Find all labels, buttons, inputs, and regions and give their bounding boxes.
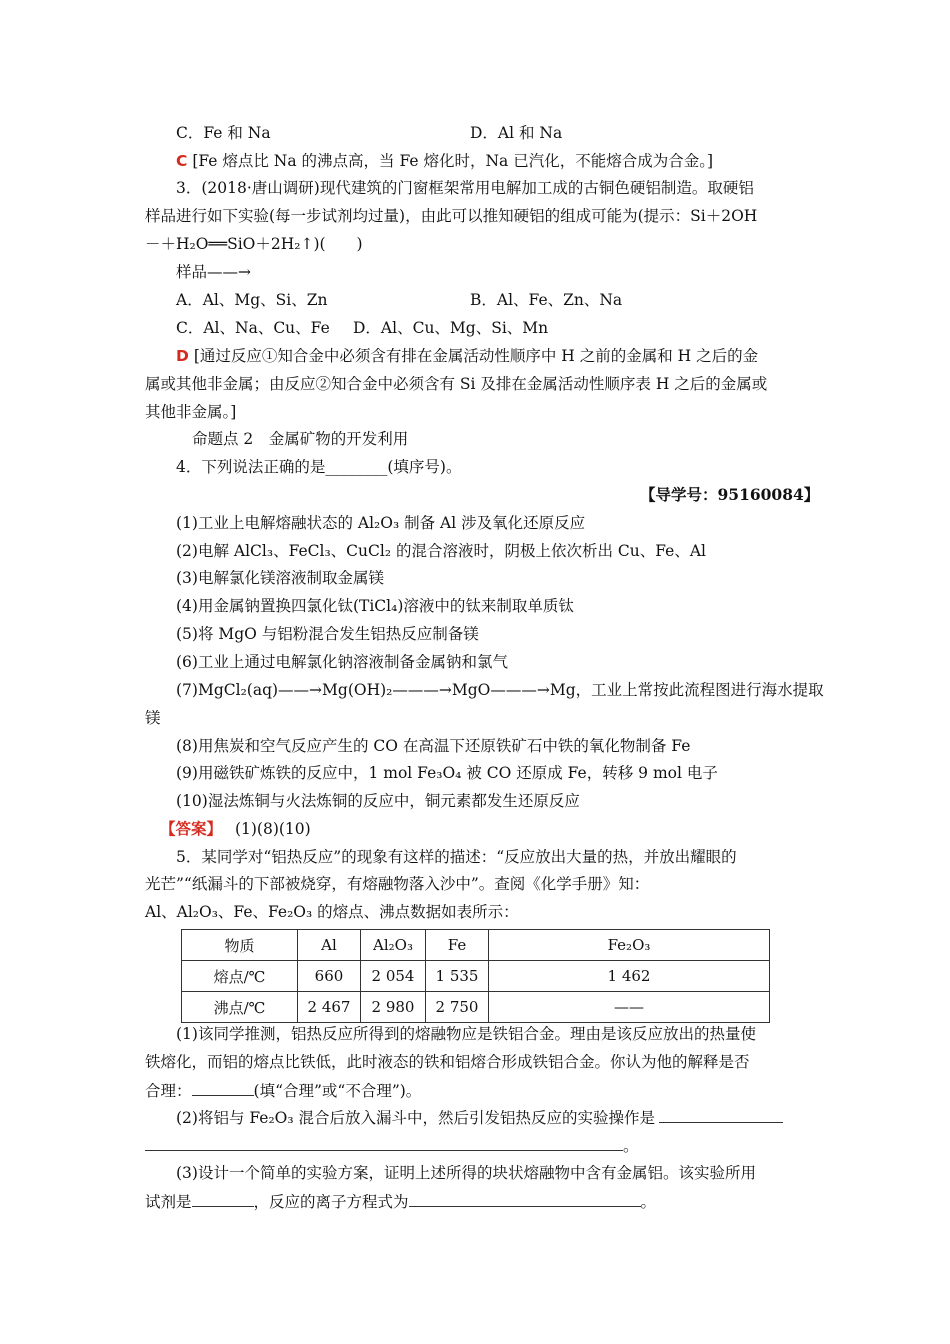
- q4-item-5: (5)将 MgO 与铝粉混合发生铝热反应制备镁: [176, 625, 479, 643]
- q2-answer-letter: C: [176, 152, 188, 170]
- q5-part1-prefix: 合理：: [145, 1082, 192, 1100]
- q3-answer-letter: D: [176, 347, 189, 365]
- table-row: [182, 992, 770, 1023]
- q4-item-7: (7)MgCl₂(aq)——→Mg(OH)₂———→MgO———→Mg，工业上常按此流程图进行海水提取: [176, 681, 824, 699]
- q4-item-10: (10)湿法炼铜与火法炼铜的反应中，铜元素都发生还原反应: [176, 792, 580, 810]
- table-cell: 2 467: [298, 992, 361, 1023]
- table-header-cell: Fe: [426, 930, 489, 961]
- q2-answer: [176, 151, 713, 171]
- q3-explanation-line-1: [通过反应①知合金中必须含有排在金属活动性顺序中 H 之前的金属和 H 之后的金: [193, 347, 759, 365]
- q5-part2-end: 。: [623, 1137, 639, 1155]
- answer-blank[interactable]: [659, 1107, 783, 1123]
- table-header-cell: Al: [298, 930, 361, 961]
- q3-line-1: 3．(2018·唐山调研)现代建筑的门窗框架常用电解加工成的古铜色硬铝制造。取硬铝: [176, 179, 754, 197]
- answer-blank[interactable]: [192, 1080, 254, 1096]
- q3-flow: 样品——→: [176, 263, 251, 281]
- q3-line-3: －＋H₂O══SiO＋2H₂↑)( ): [145, 235, 363, 253]
- q4-guide-number: 【导学号：95160084】: [640, 485, 820, 504]
- q5-part1-line-1: (1)该同学推测，铝热反应所得到的熔融物应是铁铝合金。理由是该反应放出的热量使: [176, 1025, 756, 1043]
- answer-blank[interactable]: [145, 1135, 623, 1151]
- q4-item-6: (6)工业上通过电解氯化钠溶液制备金属钠和氯气: [176, 653, 508, 671]
- properties-table: [181, 929, 770, 1023]
- q4-stem: 4．下列说法正确的是________(填序号)。: [176, 458, 462, 476]
- q5-part2-line-2: [145, 1135, 639, 1156]
- table-cell: 2 750: [426, 992, 489, 1023]
- q5-part1-line-3: [145, 1080, 421, 1101]
- q4-item-9: (9)用磁铁矿炼铁的反应中，1 mol Fe₃O₄ 被 CO 还原成 Fe，转移 9 mol 电子: [176, 764, 718, 782]
- q3-option-a: A．Al、Mg、Si、Zn: [176, 291, 328, 309]
- q4-item-4: (4)用金属钠置换四氯化钛(TiCl₄)溶液中的钛来制取单质钛: [176, 597, 574, 615]
- q5-part2-text: (2)将铝与 Fe₂O₃ 混合后放入漏斗中，然后引发铝热反应的实验操作是: [176, 1109, 656, 1127]
- table-header-cell: Fe₂O₃: [489, 930, 770, 961]
- q4-answer-value: (1)(8)(10): [234, 820, 311, 838]
- q5-part3-end: 。: [640, 1193, 657, 1211]
- q4-item-8: (8)用焦炭和空气反应产生的 CO 在高温下还原铁矿石中铁的氧化物制备 Fe: [176, 737, 691, 755]
- q3-option-b: B．Al、Fe、Zn、Na: [470, 291, 623, 309]
- q4-item-2: (2)电解 AlCl₃、FeCl₃、CuCl₂ 的混合溶液时，阴极上依次析出 Cu、Fe、Al: [176, 542, 706, 560]
- table-cell: 1 535: [426, 961, 489, 992]
- q5-line-1: 5．某同学对“铝热反应”的现象有这样的描述：“反应放出大量的热，并放出耀眼的: [176, 848, 737, 866]
- q5-part2-line-1: [176, 1107, 783, 1128]
- answer-blank[interactable]: [192, 1191, 254, 1207]
- q4-answer-label: 【答案】: [160, 820, 223, 838]
- q5-part1-line-2: 铁熔化，而铝的熔点比铁低，此时液态的铁和铝熔合形成铁铝合金。你认为他的解释是否: [145, 1053, 750, 1071]
- q5-part1-suffix: (填“合理”或“不合理”)。: [253, 1082, 422, 1100]
- table-cell: 沸点/℃: [182, 992, 298, 1023]
- q3-answer: [176, 346, 758, 366]
- table-cell: ——: [489, 992, 770, 1023]
- table-header-cell: Al₂O₃: [361, 930, 426, 961]
- q5-part3-line-2: [145, 1191, 656, 1212]
- q5-part3-line-1: (3)设计一个简单的实验方案，证明上述所得的块状熔融物中含有金属铝。该实验所用: [176, 1164, 756, 1182]
- q2-answer-explanation: [Fe 熔点比 Na 的沸点高，当 Fe 熔化时，Na 已汽化，不能熔合成为合金。]: [192, 152, 714, 170]
- table-cell: 熔点/℃: [182, 961, 298, 992]
- q4-item-7-cont: 镁: [145, 709, 161, 727]
- table-cell: 2 980: [361, 992, 426, 1023]
- table-header-cell: 物质: [182, 930, 298, 961]
- q3-explanation-line-2: 属或其他非金属；由反应②知合金中必须含有 Si 及排在金属活动性顺序表 H 之后的金属或: [145, 375, 768, 393]
- q3-option-c: C．Al、Na、Cu、Fe: [176, 319, 330, 337]
- table-cell: 1 462: [489, 961, 770, 992]
- q3-explanation-line-3: 其他非金属。]: [145, 403, 237, 421]
- q4-item-3: (3)电解氯化镁溶液制取金属镁: [176, 569, 384, 587]
- q5-part3-prefix: 试剂是: [145, 1193, 192, 1211]
- table-row: [182, 961, 770, 992]
- q5-part3-middle: ，反应的离子方程式为: [253, 1193, 409, 1211]
- q5-line-2: 光芒”“纸漏斗的下部被烧穿，有熔融物落入沙中”。查阅《化学手册》知：: [145, 875, 650, 893]
- table-row: [182, 930, 770, 961]
- q3-option-d: D．Al、Cu、Mg、Si、Mn: [353, 319, 549, 337]
- section-title: 命题点 2 金属矿物的开发利用: [192, 430, 409, 448]
- q4-item-1: (1)工业上电解熔融状态的 Al₂O₃ 制备 Al 涉及氧化还原反应: [176, 514, 586, 532]
- q4-answer: [160, 819, 311, 839]
- table-cell: 2 054: [361, 961, 426, 992]
- q2-option-c: C．Fe 和 Na: [176, 124, 271, 142]
- q5-line-3: Al、Al₂O₃、Fe、Fe₂O₃ 的熔点、沸点数据如表所示：: [145, 903, 519, 921]
- q3-line-2: 样品进行如下实验(每一步试剂均过量)，由此可以推知硬铝的组成可能为(提示：Si＋2OH: [145, 207, 758, 225]
- q2-option-d: D．Al 和 Na: [470, 124, 563, 142]
- answer-blank[interactable]: [409, 1191, 641, 1207]
- table-cell: 660: [298, 961, 361, 992]
